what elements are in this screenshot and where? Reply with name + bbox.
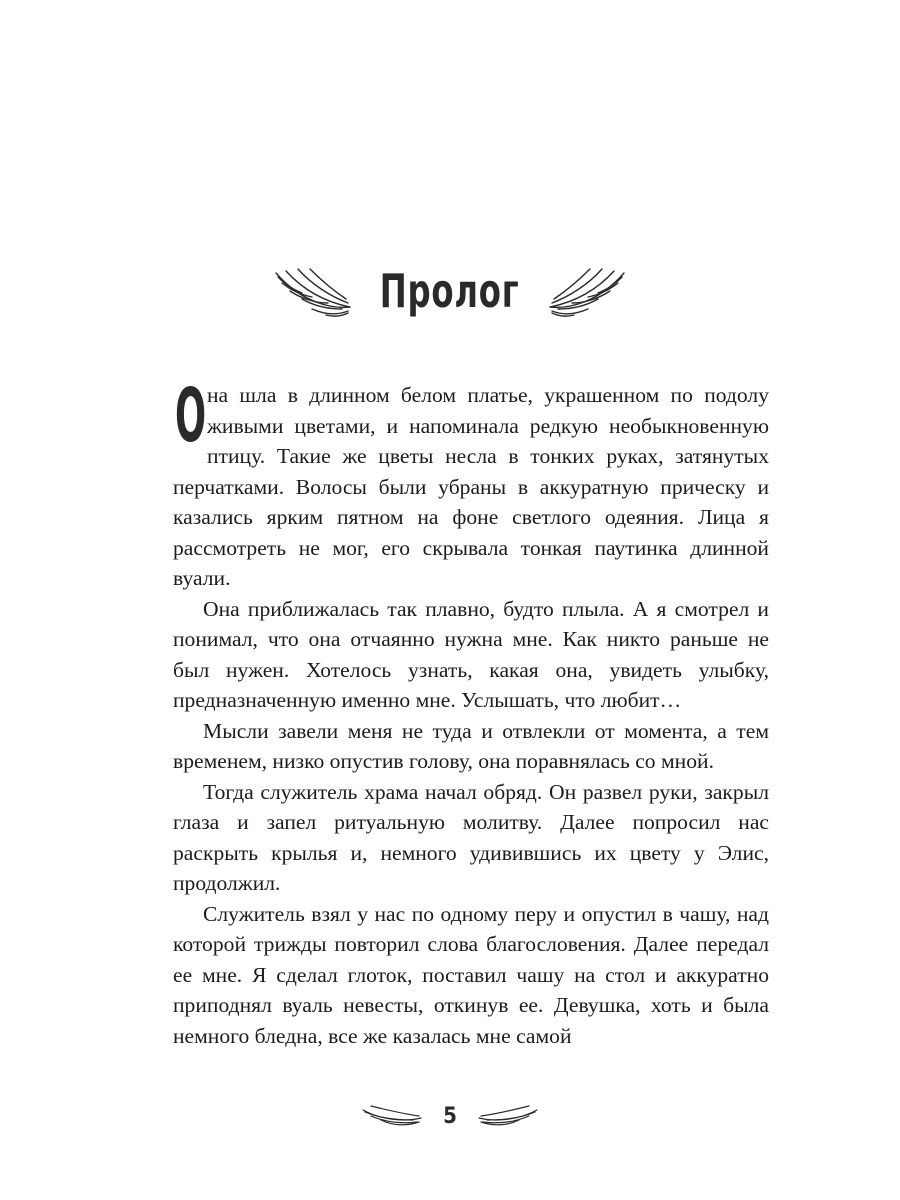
page-number: 5	[443, 1103, 457, 1129]
chapter-title: Пролог	[380, 264, 520, 318]
drop-cap: О	[175, 373, 207, 459]
body-text	[173, 373, 769, 1051]
wing-left-icon	[272, 263, 352, 319]
wing-right-icon	[548, 263, 628, 319]
paragraph	[173, 373, 769, 594]
wing-footer-right-icon	[477, 1104, 539, 1128]
chapter-heading	[0, 256, 900, 326]
paragraph-text: на шла в длинном белом платье, украшенном по подолу живыми цветами, и напоминала редкую необыкновенную птицу. Такие же цветы несла в тонких руках, затянутых перчатками. Волосы были убраны в аккуратную прическу и казались ярким пятном на фоне светлого одеяния. Лица я рассмотреть не мог, его скрывала тонкая паутинка длинной вуали.	[173, 383, 769, 590]
paragraph: Она приближалась так плавно, будто плыла. А я смотрел и понимал, что она отчаянно нужна мне. Как никто раньше не был нужен. Хотелось узнать, какая она, увидеть улыбку, предназначенную именно мне. Услышать, что любит…	[173, 596, 769, 712]
paragraph: Служитель взял у нас по одному перу и опустил в чашу, над которой трижды повторил слова благословения. Далее передал ее мне. Я сделал глоток, поставил чашу на стол и аккуратно приподнял вуаль невесты, откинув ее. Девушка, хоть и была немного бледна, все же казалась мне самой	[173, 901, 769, 1048]
paragraph: Тогда служитель храма начал обряд. Он развел руки, закрыл глаза и запел ритуальную молитву. Далее попросил нас раскрыть крылья и, немного удивившись их цвету у Элис, продолжил.	[173, 779, 769, 895]
wing-footer-left-icon	[361, 1104, 423, 1128]
paragraph: Мысли завели меня не туда и отвлекли от момента, а тем временем, низко опустив голову, она поравнялась со мной.	[173, 718, 769, 773]
page-footer	[0, 1100, 900, 1132]
